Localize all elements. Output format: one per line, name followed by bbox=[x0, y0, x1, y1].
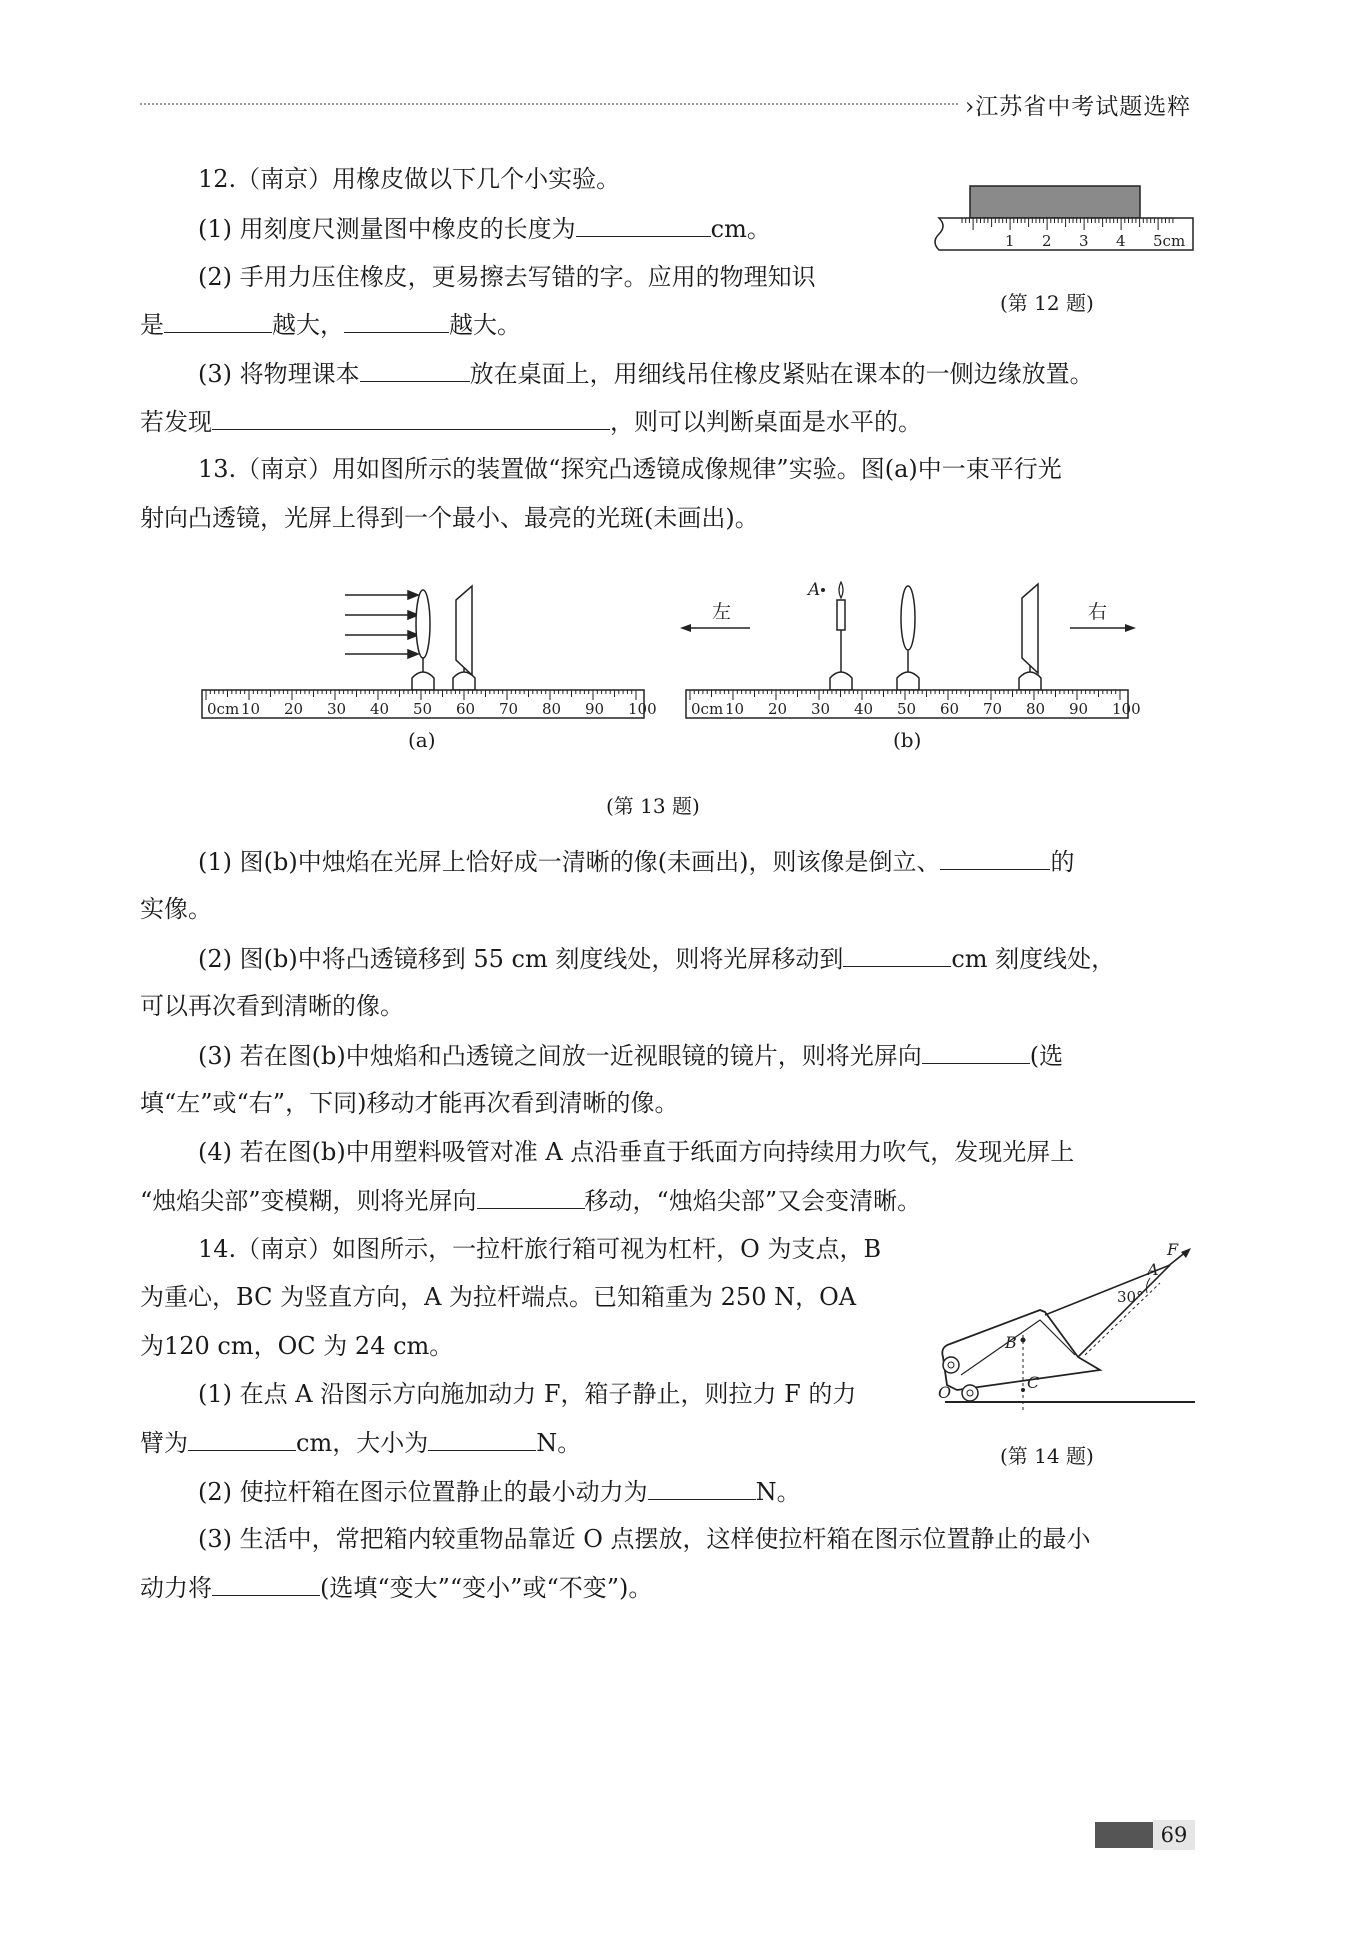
q14-sub3-line1: (3) 生活中，常把箱内较重物品靠近 O 点摆放，这样使拉杆箱在图示位置静止的最小 bbox=[198, 1525, 1091, 1553]
q14-caption: (第 14 题) bbox=[1000, 1444, 1094, 1468]
bench-label: 30 bbox=[811, 700, 831, 718]
chevron-right-icon: › bbox=[965, 94, 976, 120]
bench-label: 80 bbox=[1026, 700, 1046, 718]
q13-sub1-line1: (1) 图(b)中烛焰在光屏上恰好成一清晰的像(未画出)，则该像是倒立、 的 bbox=[198, 845, 1074, 878]
q13-blank-screen-position[interactable] bbox=[843, 942, 951, 967]
ruler-label: 2 bbox=[1042, 232, 1052, 250]
q14-stem-line3: 为120 cm，OC 为 24 cm。 bbox=[140, 1332, 454, 1360]
label-c: C bbox=[1027, 1373, 1040, 1392]
q14-sub2: (2) 使拉杆箱在图示位置静止的最小动力为 N。 bbox=[198, 1475, 801, 1508]
header-dotted-rule bbox=[140, 103, 958, 105]
q12-blank-length[interactable] bbox=[576, 212, 711, 237]
q14-blank-min-force[interactable] bbox=[648, 1475, 756, 1500]
bench-label: 90 bbox=[585, 700, 605, 718]
screen-holder bbox=[453, 672, 475, 690]
q13-sub4-line2: “烛焰尖部”变模糊，则将光屏向 移动，“烛焰尖部”又会变清晰。 bbox=[140, 1184, 921, 1217]
q14-sub1-line2: 臂为 cm，大小为 N。 bbox=[140, 1426, 581, 1459]
q12-caption: (第 12 题) bbox=[1000, 291, 1094, 315]
bench-label: 50 bbox=[413, 700, 433, 718]
bench-label: 40 bbox=[370, 700, 390, 718]
left-arrow bbox=[680, 601, 750, 632]
bench-label: 20 bbox=[284, 700, 304, 718]
screen-holder bbox=[1019, 672, 1041, 690]
q12-part3-line1: (3) 将物理课本 放在桌面上，用细线吊住橡皮紧贴在课本的一侧边缘放置。 bbox=[198, 357, 1094, 390]
bench-label: 50 bbox=[897, 700, 917, 718]
q12-part3-line2: 若发现 ，则可以判断桌面是水平的。 bbox=[140, 405, 922, 438]
bench-label: 10 bbox=[725, 700, 745, 718]
ruler-label: 5cm bbox=[1153, 232, 1186, 250]
candle-flame bbox=[839, 582, 843, 598]
svg-text:左: 左 bbox=[712, 601, 732, 623]
bench-label: 0cm bbox=[691, 700, 724, 718]
point-a-label: A bbox=[808, 580, 821, 600]
q13-sub3-line2: 填“左”或“右”，下同)移动才能再次看到清晰的像。 bbox=[140, 1089, 679, 1117]
bench-label: 20 bbox=[768, 700, 788, 718]
label-f: F bbox=[1167, 1240, 1179, 1259]
q13-blank-direction2[interactable] bbox=[477, 1184, 585, 1209]
q13-sub4-line1: (4) 若在图(b)中用塑料吸管对准 A 点沿垂直于纸面方向持续用力吹气，发现光屏上 bbox=[198, 1138, 1075, 1166]
q13-sub3-line1: (3) 若在图(b)中烛焰和凸透镜之间放一近视眼镜的镜片，则将光屏向 (选 bbox=[198, 1039, 1063, 1072]
bench-label: 100 bbox=[628, 700, 657, 718]
ruler-label: 4 bbox=[1116, 232, 1126, 250]
q14-stem-line1: 14.（南京）如图所示，一拉杆旅行箱可视为杠杆，O 为支点，B bbox=[198, 1235, 882, 1263]
ruler-label: 1 bbox=[1005, 232, 1015, 250]
q13-stem-line1: 13.（南京）用如图所示的装置做“探究凸透镜成像规律”实验。图(a)中一束平行光 bbox=[198, 455, 1062, 483]
q14-sub3-line2: 动力将 (选填“变大”“变小”或“不变”)。 bbox=[140, 1571, 652, 1604]
fig13a-label: (a) bbox=[408, 728, 436, 752]
bench-label: 60 bbox=[456, 700, 476, 718]
bench-label: 90 bbox=[1069, 700, 1089, 718]
bench-label: 30 bbox=[327, 700, 347, 718]
page-number-bar bbox=[1095, 1822, 1153, 1848]
eraser bbox=[970, 186, 1140, 218]
fig14-luggage-lever bbox=[935, 1240, 1205, 1420]
fig13a-lens-setup bbox=[200, 580, 657, 730]
q13-stem-line2: 射向凸透镜，光屏上得到一个最小、最亮的光斑(未画出)。 bbox=[140, 504, 759, 532]
q12-part2-line2: 是 越大， 越大。 bbox=[140, 308, 521, 341]
light-screen bbox=[1022, 584, 1038, 673]
light-screen bbox=[456, 586, 472, 675]
convex-lens bbox=[901, 586, 915, 650]
bench-label: 0cm bbox=[207, 700, 240, 718]
q13-sub1-line2: 实像。 bbox=[140, 895, 212, 923]
q14-stem-line2: 为重心，BC 为竖直方向，A 为拉杆端点。已知箱重为 250 N，OA bbox=[140, 1283, 857, 1311]
q13-sub2-line2: 可以再次看到清晰的像。 bbox=[140, 992, 404, 1020]
label-a: A bbox=[1147, 1260, 1159, 1279]
angle-label: 30° bbox=[1117, 1288, 1144, 1306]
fig13b-candle-lens-screen bbox=[680, 580, 1140, 730]
q14-blank-arm[interactable] bbox=[188, 1426, 296, 1451]
q13-blank-direction1[interactable] bbox=[922, 1039, 1030, 1064]
candle bbox=[837, 600, 845, 630]
running-header bbox=[965, 88, 1191, 121]
q12-part2-line1: (2) 手用力压住橡皮，更易擦去写错的字。应用的物理知识 bbox=[198, 263, 816, 291]
q13-blank-image-size[interactable] bbox=[940, 845, 1050, 870]
parallel-rays bbox=[345, 591, 418, 658]
convex-lens bbox=[416, 590, 430, 658]
q13-caption: (第 13 题) bbox=[606, 794, 700, 818]
label-o: O bbox=[938, 1383, 952, 1402]
q12-blank-book[interactable] bbox=[360, 357, 470, 382]
fig13b-label: (b) bbox=[893, 728, 922, 752]
header-title: 江苏省中考试题选粹 bbox=[975, 94, 1192, 120]
point-a-dot bbox=[821, 588, 825, 592]
lens-holder bbox=[412, 672, 434, 690]
label-b: B bbox=[1005, 1333, 1017, 1352]
q14-blank-change[interactable] bbox=[212, 1571, 320, 1596]
q14-blank-force[interactable] bbox=[428, 1426, 536, 1451]
right-arrow bbox=[1070, 601, 1136, 632]
q12-blank-observation[interactable] bbox=[212, 405, 610, 430]
candle-holder bbox=[830, 672, 852, 690]
fig12-eraser-ruler bbox=[935, 180, 1195, 260]
q12-blank-factor1[interactable] bbox=[164, 308, 272, 333]
bench-label: 60 bbox=[940, 700, 960, 718]
bench-label: 10 bbox=[241, 700, 261, 718]
suitcase-body bbox=[942, 1310, 1100, 1390]
q14-sub1-line1: (1) 在点 A 沿图示方向施加动力 F，箱子静止，则拉力 F 的力 bbox=[198, 1380, 857, 1408]
q12-blank-factor2[interactable] bbox=[344, 308, 449, 333]
bench-label: 100 bbox=[1112, 700, 1141, 718]
ruler-label: 3 bbox=[1079, 232, 1089, 250]
page-number: 69 bbox=[1153, 1820, 1195, 1850]
q13-sub2-line1: (2) 图(b)中将凸透镜移到 55 cm 刻度线处，则将光屏移动到 cm 刻度线处， bbox=[198, 942, 1115, 975]
svg-text:右: 右 bbox=[1088, 601, 1108, 623]
bench-label: 80 bbox=[542, 700, 562, 718]
q12-stem: 12.（南京）用橡皮做以下几个小实验。 bbox=[198, 165, 621, 193]
lens-holder bbox=[897, 672, 919, 690]
q12-part1: (1) 用刻度尺测量图中橡皮的长度为 cm。 bbox=[198, 212, 771, 245]
bench-label: 70 bbox=[499, 700, 519, 718]
bench-label: 70 bbox=[983, 700, 1003, 718]
bench-label: 40 bbox=[854, 700, 874, 718]
